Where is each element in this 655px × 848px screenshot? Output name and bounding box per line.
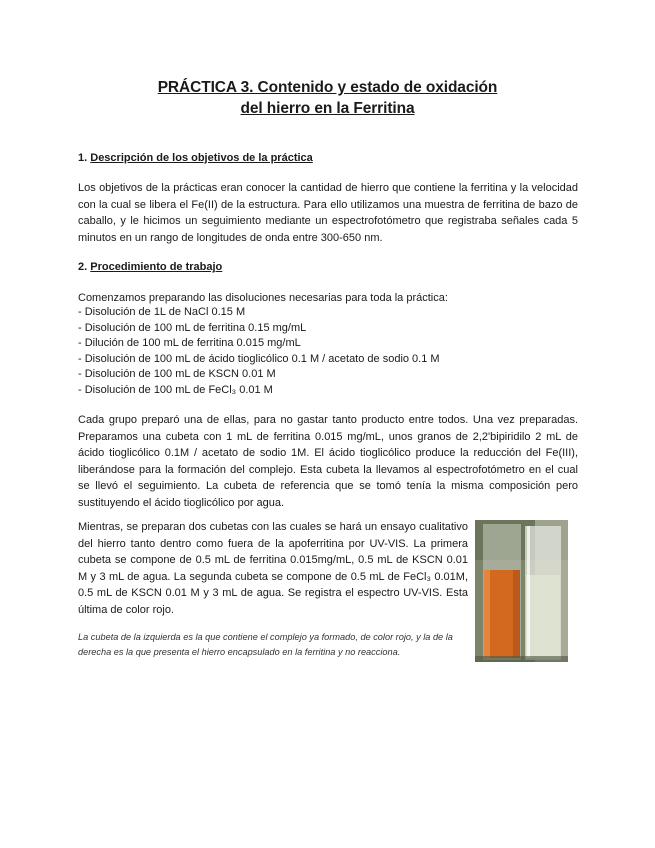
solutions-list (78, 305, 578, 399)
list-item: - Disolución de 100 mL de ácido tioglicólico 0.1 M / acetato de sodio 0.1 M (78, 352, 440, 365)
section2-title: Procedimiento de trabajo (90, 261, 223, 273)
section1-number: 1. (78, 152, 88, 164)
page-title-line2: del hierro en la Ferritina (240, 100, 415, 117)
left-cuvette-highlight (484, 570, 490, 658)
cuvettes-illustration (475, 520, 568, 662)
section2-paragraph2: Cada grupo preparó una de ellas, para no gastar tanto producto entre todos. Una vez preparadas. Preparamos una cubeta con 1 mL de ferritina 0.015 mg/mL, unos granos de 2,2'bipiridilo 2 mL de ácido tioglicólico 0.1M / acetato de sodio 1M. El ácido tioglicólico produce la reducción del Fe(III), liberándose para la formación del complejo. Esta cubeta la llevamos al espectrofotómetro en el cual se llevó el seguimiento. La cubeta de referencia que se tomó tenía la misma composición pero sustituyendo el ácido tioglicólico por agua. (78, 414, 578, 509)
figure-caption: La cubeta de la izquierda es la que contiene el complejo ya formado, de color rojo, y la de la derecha es la que presenta el hierro encapsulado en la ferritina y no reacciona. (78, 632, 453, 657)
right-cuvette-highlight (527, 526, 530, 658)
left-cuvette-shade (513, 570, 520, 658)
section2-heading (78, 261, 222, 273)
list-item: - Disolución de 1L de NaCl 0.15 M (78, 306, 246, 318)
section1-heading (78, 152, 313, 164)
list-item: - Disolución de 100 mL de FeCl₃ 0.01 M (78, 383, 273, 396)
section1-paragraph: Los objetivos de la prácticas eran conocer la cantidad de hierro que contiene la ferritina y la velocidad con la cual se libera el Fe(II) de la estructura. Para ello utilizamos una muestra de ferritina de bazo de caballo, y le hicimos un seguimiento mediante un espectrofotómetro que registraba señales cada 5 minutos en un rango de longitudes de onda entre 300-650 nm. (78, 182, 578, 244)
photo-bottom-shadow (475, 656, 568, 662)
list-item: - Disolución de 100 mL de KSCN 0.01 M (78, 368, 276, 381)
section1-title: Descripción de los objetivos de la práctica (90, 152, 313, 164)
section2-paragraph3: Mientras, se preparan dos cubetas con las cuales se hará un ensayo cualitativo del hierro tanto dentro como fuera de la apoferritina por UV-VIS. La primera cubeta se compone de 0.5 mL de ferritina 0.015mg/mL, 0.5 mL de KSCN 0.01 M y 3 mL de agua. La segunda cubeta se compone de 0.5 mL de FeCl₃ 0.01M, 0.5 mL de KSCN 0.01 M y 3 mL de agua. Se registra el espectro UV-VIS. Esta última de color rojo. (78, 521, 468, 616)
list-item: - Disolución de 100 mL de ferritina 0.15 mg/mL (78, 321, 307, 334)
page-title-line1: PRÁCTICA 3. Contenido y estado de oxidación (157, 79, 498, 96)
section2-intro: Comenzamos preparando las disoluciones necesarias para toda la práctica: (78, 292, 448, 304)
list-item: - Dilución de 100 mL de ferritina 0.015 mg/mL (78, 337, 301, 350)
section2-number: 2. (78, 261, 88, 273)
cuvettes-photo (475, 520, 568, 662)
right-cuvette-clear-liquid (526, 575, 560, 658)
